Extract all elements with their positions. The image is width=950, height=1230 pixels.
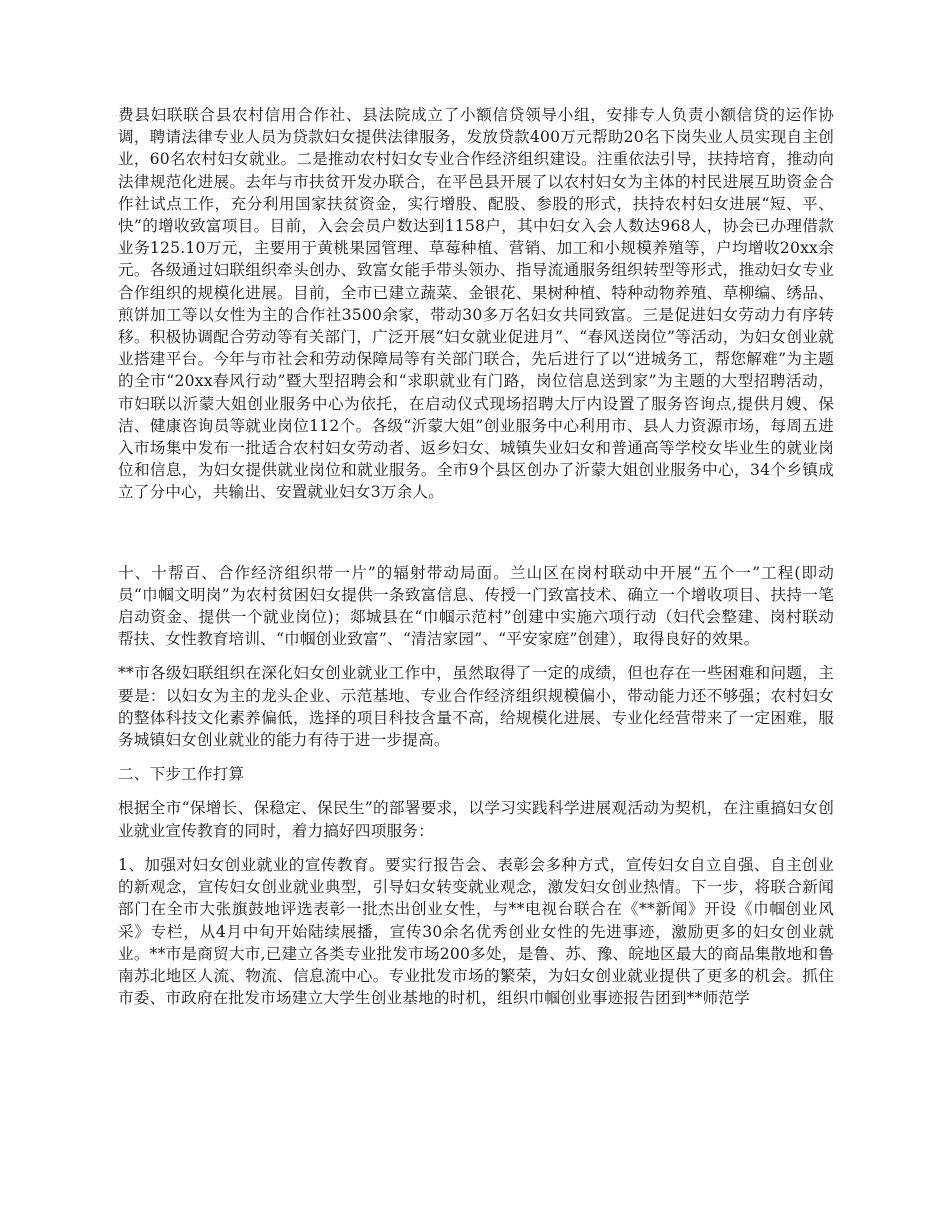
paragraph-publicity-education: 1、加强对妇女创业就业的宣传教育。要实行报告会、表彰会多种方式，宣传妇女自立自强、自主创业的新观念，宣传妇女创业就业典型，引导妇女转变就业观念，激发妇女创业热情。下一步，将联合新闻部门在全市大张旗鼓地评选表彰一批杰出创业女性，与**电视台联合在《**新闻》开设《巾帼创业风采》专栏，从4月中旬开始陆续展播，宣传30余名优秀创业女性的先进事迹，激励更多的妇女创业就业。**市是商贸大市,已建立各类专业批发市场200多处，是鲁、苏、豫、皖地区最大的商品集散地和鲁南苏北地区人流、物流、信息流中心。专业批发市场的繁荣，为妇女创业就业提供了更多的机会。抓住市委、市政府在批发市场建立大学生创业基地的时机，组织巾帼创业事迹报告团到**师范学 bbox=[118, 855, 834, 1008]
document-page bbox=[118, 104, 834, 1009]
paragraph-credit-cooperatives: 费县妇联联合县农村信用合作社、县法院成立了小额信贷领导小组，安排专人负责小额信贷的运作协调，聘请法律专业人员为贷款妇女提供法律服务，发放贷款400万元帮助20名下岗失业人员实现自主创业，60名农村妇女就业。二是推动农村妇女专业合作经济组织建设。注重依法引导，扶持培育，推动向法律规范化进展。去年与市扶贫开发办联合，在平邑县开展了以农村妇女为主体的村民进展互助资金合作社试点工作，充分利用国家扶贫资金，实行增股、配股、参股的形式，扶持农村妇女进展“短、平、快”的增收致富项目。目前，入会会员户数达到1158户，其中妇女入会人数达968人，协会已办理借款业务125.10万元，主要用于黄桃果园管理、草莓种植、营销、加工和小规模养殖等，户均增收20xx余元。各级通过妇联组织牵头创办、致富女能手带头领办、指导流通服务组织转型等形式，推动妇女专业合作组织的规模化进展。目前，全市已建立蔬菜、金银花、果树种植、特种动物养殖、草柳编、绣品、煎饼加工等以女性为主的合作社3500余家，带动30多万名妇女共同致富。三是促进妇女劳动力有序转移。积极协调配合劳动等有关部门，广泛开展“妇女就业促进月”、“春风送岗位”等活动，为妇女创业就业搭建平台。今年与市社会和劳动保障局等有关部门联合，先后进行了以“进城务工，帮您解难”为主题的全市“20xx春风行动”暨大型招聘会和“求职就业有门路，岗位信息送到家”为主题的大型招聘活动，市妇联以沂蒙大姐创业服务中心为依托，在启动仪式现场招聘大厅内设置了服务咨询点,提供月嫂、保洁、健康咨询员等就业岗位112个。各级“沂蒙大姐”创业服务中心利用市、县人力资源市场，每周五进入市场集中发布一批适合农村妇女劳动者、返乡妇女、城镇失业妇女和普通高等学校女毕业生的就业岗位和信息，为妇女提供就业岗位和就业服务。全市9个县区创办了沂蒙大姐创业服务中心，34个乡镇成立了分中心，共输出、安置就业妇女3万余人。 bbox=[118, 106, 834, 502]
section-heading-next-steps: 二、下步工作打算 bbox=[118, 765, 245, 784]
paragraph-radiation-effect: 十、十帮百、合作经济组织带一片”的辐射带动局面。兰山区在岗村联动中开展“五个一”工程(即动员“巾帼文明岗”为农村贫困妇女提供一条致富信息、传授一门致富技术、确立一个增收项目、扶持一笔启动资金、提供一个就业岗位)；郯城县在“巾帼示范村”创建中实施六项行动（妇代会整建、岗村联动帮扶、女性教育培训、“巾帼创业致富”、“清洁家园”、“平安家庭”创建），取得良好的效果。 bbox=[118, 563, 834, 649]
paragraph-problems: **市各级妇联组织在深化妇女创业就业工作中，虽然取得了一定的成绩，但也存在一些困难和问题，主要是：以妇女为主的龙头企业、示范基地、专业合作经济组织规模偏小，带动能力还不够强；农村妇女的整体科技文化素养偏低，选择的项目科技含量不高，给规模化进展、专业化经营带来了一定困难，服务城镇妇女创业就业的能力有待于进一步提高。 bbox=[118, 664, 834, 750]
paragraph-deployment: 根据全市“保增长、保稳定、保民生”的部署要求，以学习实践科学进展观活动为契机，在注重搞妇女创业就业宣传教育的同时，着力搞好四项服务： bbox=[118, 799, 834, 840]
